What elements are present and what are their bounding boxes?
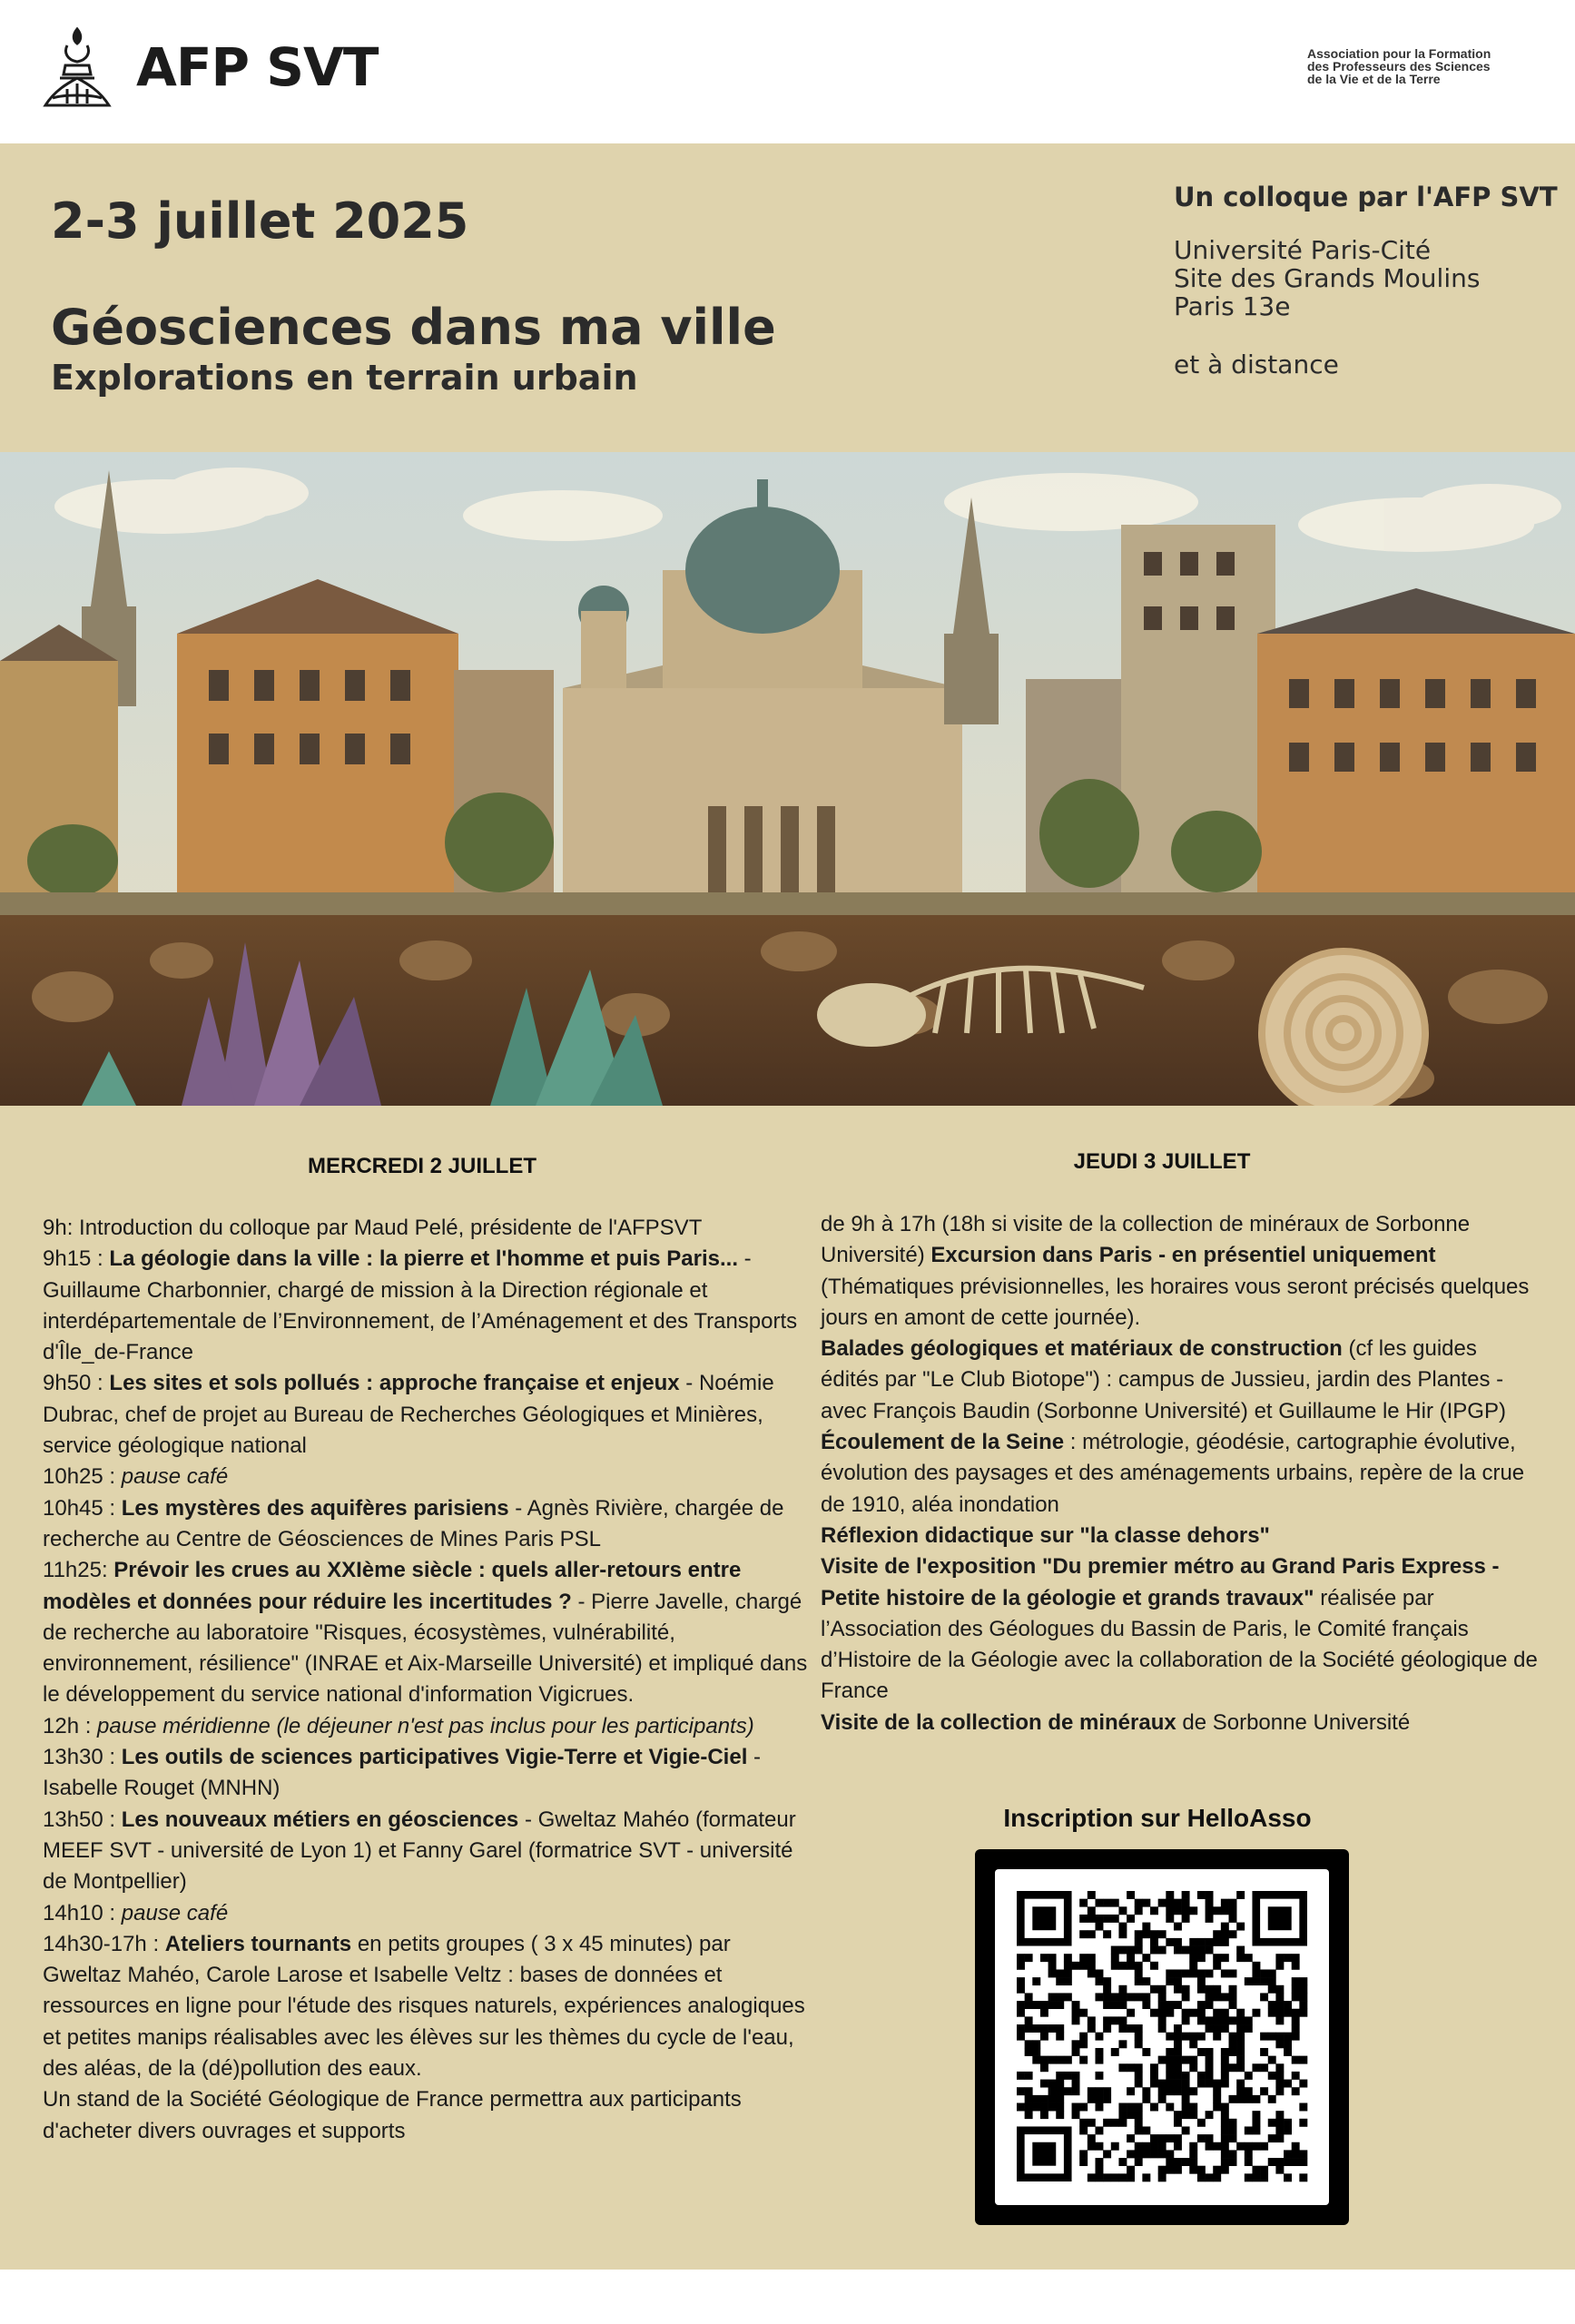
- day1-heading: MERCREDI 2 JUILLET: [307, 1154, 537, 1178]
- day1-item-text: Les sites et sols pollués : approche française et enjeux: [109, 1371, 680, 1396]
- day2-item: [821, 1427, 1538, 1521]
- day1-item-text: - Isabelle Rouget (MNHN): [43, 1745, 762, 1801]
- day2-item-text: Écoulement de la Seine: [821, 1430, 1065, 1455]
- day1-item-text: 13h30 :: [43, 1745, 122, 1770]
- day2-heading: JEUDI 3 JUILLET: [1073, 1149, 1251, 1174]
- day1-item-text: pause café: [121, 1464, 229, 1490]
- day1-item-text: - Guillaume Charbonnier, chargé de mission à la Direction régionale et interdépartementale de l’Environnement, de l’Aménagement et des Transports d'Île_de-France: [43, 1246, 798, 1365]
- day1-item-text: Prévoir les crues au XXIème siècle : quels aller-retours entre modèles et données pour réduire les incertitudes ?: [43, 1558, 742, 1614]
- venue-line: Paris 13e: [1174, 291, 1291, 321]
- day1-item-text: - Noémie Dubrac, chef de projet au Bureau de Recherches Géologiques et Minières, service géologique national: [43, 1371, 774, 1459]
- day2-item-text: (Thématiques prévisionnelles, les horaires vous seront précisés quelques jours en amont de cette journée).: [821, 1274, 1530, 1330]
- day1-item-text: 13h50 :: [43, 1807, 122, 1832]
- day2-item-text: : métrologie, géodésie, cartographie évolutive, évolution des paysages et des aménagements urbains, repère de la crue de 1910, aléa inondation: [821, 1430, 1525, 1517]
- day1-item-text: pause café: [121, 1900, 229, 1925]
- day2-item-text: Réflexion didactique sur "la classe dehors": [821, 1522, 1270, 1548]
- day2-item-text: (cf les guides édités par "Le Club Biotope") : campus de Jussieu, jardin des Plantes - avec François Baudin (Sorbonne Université) et Guillaume le Hir (IPGP): [821, 1336, 1506, 1423]
- day2-item-text: Visite de l'exposition "Du premier métro au Grand Paris Express - Petite histoire de la géologie et grands travaux": [821, 1554, 1500, 1610]
- day1-item-text: Les outils de sciences participatives Vigie-Terre et Vigie-Ciel: [121, 1745, 748, 1770]
- qr-code[interactable]: [975, 1849, 1349, 2225]
- day1-item: [43, 1244, 811, 1368]
- day1-item-text: - Pierre Javelle, chargé de recherche au laboratoire "Risques, écosystèmes, vulnérabilité, environnement, résilience" (INRAE et Aix-Marseille Université) et impliqué dans le développement du service national d'information Vigicrues.: [43, 1589, 808, 1708]
- association-line: des Professeurs des Sciences: [1307, 59, 1491, 74]
- day1-item-text: Ateliers tournants: [164, 1931, 352, 1956]
- event-subtitle: Explorations en terrain urbain: [51, 358, 638, 398]
- day1-item-text: 9h15 :: [43, 1246, 110, 1272]
- day1-item: [43, 1929, 811, 2084]
- association-name: [1307, 47, 1570, 85]
- venue-line: Université Paris-Cité: [1174, 235, 1432, 265]
- day2-program: [821, 1209, 1538, 1738]
- day2-item-text: réalisée par l’Association des Géologues du Bassin de Paris, le Comité français d’Histoire de la Géologie avec la collaboration de la Société géologique de France: [821, 1585, 1538, 1704]
- day1-item-text: 14h30-17h :: [43, 1931, 165, 1956]
- day2-item: [821, 1708, 1538, 1738]
- day1-item: [43, 1805, 811, 1898]
- association-line: Association pour la Formation: [1307, 46, 1491, 61]
- qr-pattern: [995, 1869, 1329, 2205]
- logo-text: AFP SVT: [136, 36, 379, 98]
- day1-item-text: - Agnès Rivière, chargée de recherche au Centre de Géosciences de Mines Paris PSL: [43, 1495, 784, 1551]
- day2-item-text: de 9h à 17h (18h si visite de la collection de minéraux de Sorbonne Université): [821, 1212, 1471, 1268]
- day1-item-text: 9h: Introduction du colloque par Maud Pelé, présidente de l'AFPSVT: [43, 1216, 703, 1240]
- day2-item: [821, 1551, 1538, 1707]
- day1-item-text: 9h50 :: [43, 1371, 110, 1396]
- day1-item-text: Les nouveaux métiers en géosciences: [121, 1807, 519, 1832]
- day2-item-text: de Sorbonne Université: [1176, 1709, 1411, 1735]
- day1-item: [43, 1898, 811, 1929]
- qr-code-area: [995, 1869, 1329, 2205]
- day2-item: [821, 1521, 1538, 1551]
- day1-item: [43, 1493, 811, 1556]
- day1-item: [43, 2084, 811, 2147]
- remote-note: et à distance: [1174, 350, 1339, 379]
- event-date: 2-3 juillet 2025: [51, 192, 469, 250]
- day2-item-text: Excursion dans Paris - en présentiel uniquement: [930, 1243, 1436, 1268]
- day1-item-text: 12h :: [43, 1713, 98, 1738]
- day1-program: [43, 1213, 811, 2147]
- city-geology-illustration: [0, 452, 1575, 1106]
- day1-item: [43, 1711, 811, 1742]
- page-header: [0, 0, 1575, 143]
- day1-item-text: 10h25 :: [43, 1464, 122, 1490]
- day2-item-text: Visite de la collection de minéraux: [821, 1709, 1176, 1735]
- day1-item-text: - Gweltaz Mahéo (formateur MEEF SVT - université de Lyon 1) et Fanny Garel (formatrice SVT - université de Montpellier): [43, 1807, 796, 1895]
- day1-item: [43, 1555, 811, 1710]
- venue-line: Site des Grands Moulins: [1174, 263, 1481, 293]
- day2-item-text: Balades géologiques et matériaux de construction: [821, 1336, 1343, 1362]
- day1-item: [43, 1462, 811, 1492]
- day1-item-text: pause méridienne (le déjeuner n'est pas inclus pour les participants): [97, 1713, 754, 1738]
- day1-item-text: Les mystères des aquifères parisiens: [121, 1495, 509, 1521]
- day1-item: [43, 1742, 811, 1805]
- day1-item: [43, 1368, 811, 1462]
- day2-item: [821, 1334, 1538, 1427]
- association-line: de la Vie et de la Terre: [1307, 72, 1441, 86]
- day2-item: [821, 1209, 1538, 1334]
- day1-item-text: 14h10 :: [43, 1900, 122, 1925]
- colloque-label: Un colloque par l'AFP SVT: [1174, 182, 1558, 212]
- day1-item-text: Un stand de la Société Géologique de France permettra aux participants d'acheter divers ouvrages et supports: [43, 2087, 742, 2143]
- day1-item-text: en petits groupes ( 3 x 45 minutes) par Gweltaz Mahéo, Carole Larose et Isabelle Veltz : bases de données et ressources en ligne pour l'étude des risques naturels, expériences analogiques et petites manips réalisables avec les élèves sur les thèmes du cycle de l'eau, des aléas, de la (dé)pollution des eaux.: [43, 1931, 805, 2082]
- afp-svt-logo-icon: [40, 25, 114, 113]
- day1-item-text: 11h25:: [43, 1558, 114, 1583]
- event-title: Géosciences dans ma ville: [51, 299, 776, 356]
- inscription-label: Inscription sur HelloAsso: [1003, 1804, 1312, 1832]
- venue: [1174, 236, 1480, 320]
- day1-item-text: 10h45 :: [43, 1495, 122, 1521]
- day1-item-text: La géologie dans la ville : la pierre et l'homme et puis Paris...: [109, 1246, 738, 1272]
- day1-item: [43, 1213, 811, 1244]
